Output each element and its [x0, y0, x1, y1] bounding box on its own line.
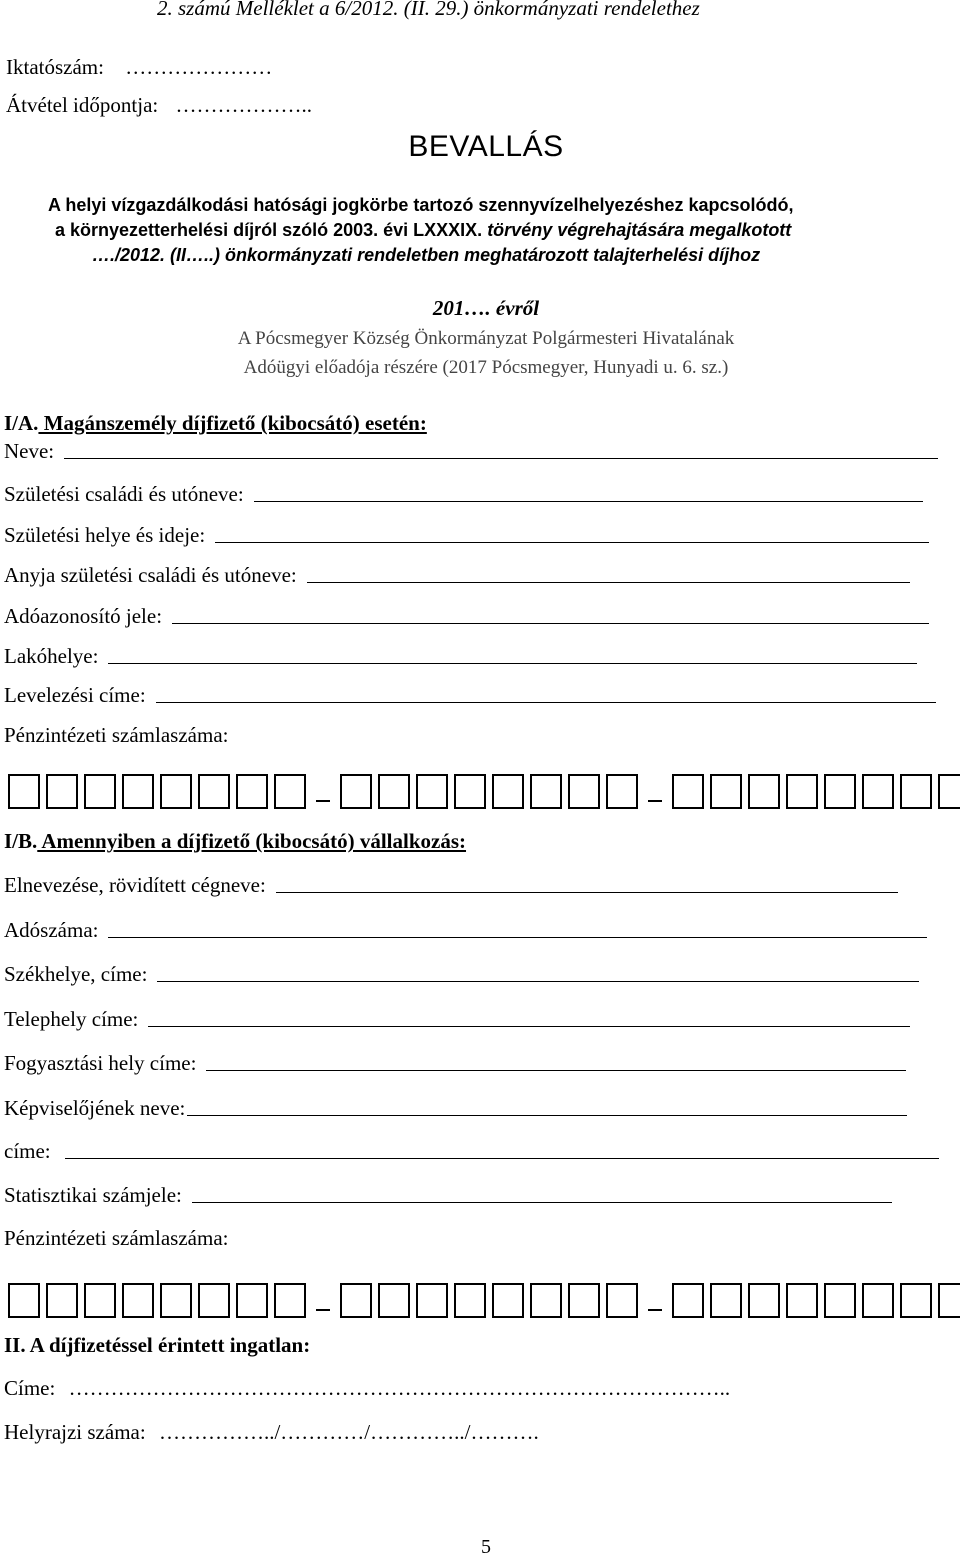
digit-box[interactable]	[824, 1283, 856, 1318]
digit-box[interactable]	[568, 774, 600, 809]
bank-account-boxes-b	[8, 1283, 960, 1318]
digit-box[interactable]	[454, 774, 486, 809]
field-site-address	[4, 1002, 910, 1032]
office-line-2: Adóügyi előadója részére (2017 Pócsmegyer, Hunyadi u. 6. sz.)	[243, 357, 729, 378]
section-ia-heading	[4, 411, 427, 436]
input-line[interactable]	[157, 981, 919, 982]
property-address-dots[interactable]: …………………………………………………………………………………..	[68, 1376, 731, 1400]
field-residence	[4, 639, 917, 669]
field-label: címe:	[4, 1139, 51, 1163]
digit-box[interactable]	[748, 1283, 780, 1318]
digit-box[interactable]	[416, 1283, 448, 1318]
field-label: Elnevezése, rövidített cégneve:	[4, 873, 266, 897]
tax-year: 201…. évről	[432, 296, 540, 320]
digit-box[interactable]	[122, 774, 154, 809]
section-ib-number: I/B.	[4, 829, 38, 853]
field-label: Székhelye, címe:	[4, 962, 148, 986]
field-statistical-number	[4, 1178, 892, 1208]
field-label: Telephely címe:	[4, 1007, 139, 1031]
digit-box[interactable]	[378, 774, 410, 809]
field-tax-number	[4, 913, 927, 943]
field-bank-account-label-b	[4, 1221, 228, 1251]
digit-box[interactable]	[672, 774, 704, 809]
digit-box[interactable]	[786, 1283, 818, 1318]
input-line[interactable]	[215, 542, 929, 543]
lot-number-dots[interactable]: ……………../…………/…………../……….	[158, 1420, 539, 1444]
page-title: BEVALLÁS	[408, 130, 564, 163]
input-line[interactable]	[276, 892, 898, 893]
digit-box[interactable]	[122, 1283, 154, 1318]
section-ia-title: Magánszemély díjfizető (kibocsátó) esetén:	[38, 411, 427, 435]
field-label: Statisztikai számjele:	[4, 1183, 182, 1207]
field-label: Lakóhelye:	[4, 644, 99, 668]
input-line[interactable]	[206, 1070, 906, 1071]
digit-box[interactable]	[8, 1283, 40, 1318]
field-representative-name	[4, 1091, 907, 1121]
digit-box[interactable]	[236, 1283, 268, 1318]
input-line[interactable]	[254, 501, 923, 502]
input-line[interactable]	[307, 582, 910, 583]
subtitle-line-3: …./2012. (II…..) önkormányzati rendeletben meghatározott talajterhelési díjhoz	[92, 245, 761, 265]
office-line-1: A Pócsmegyer Község Önkormányzat Polgármesteri Hivatalának	[237, 328, 735, 349]
separator-dash	[648, 1309, 662, 1311]
digit-box[interactable]	[862, 1283, 894, 1318]
field-mother-name	[4, 558, 910, 588]
input-line[interactable]	[108, 663, 917, 664]
section-ia-number: I/A.	[4, 411, 39, 435]
input-line[interactable]	[65, 1158, 939, 1159]
field-birth-place-date	[4, 518, 929, 548]
input-line[interactable]	[148, 1026, 910, 1027]
field-label: Anyja születési családi és utóneve:	[4, 563, 297, 587]
input-line[interactable]	[64, 458, 938, 459]
annex-reference: 2. számú Melléklet a 6/2012. (II. 29.) önkormányzati rendelethez	[157, 0, 700, 20]
digit-box[interactable]	[938, 774, 960, 809]
section-ib-title: Amennyiben a díjfizető (kibocsátó) vállalkozás:	[37, 829, 467, 853]
digit-box[interactable]	[606, 774, 638, 809]
digit-box[interactable]	[530, 774, 562, 809]
field-label: Születési családi és utóneve:	[4, 482, 244, 506]
field-label: Levelezési címe:	[4, 683, 146, 707]
field-tax-id	[4, 599, 929, 629]
digit-box[interactable]	[340, 774, 372, 809]
lot-number-row	[4, 1420, 539, 1445]
digit-box[interactable]	[606, 1283, 638, 1318]
digit-box[interactable]	[492, 1283, 524, 1318]
digit-box[interactable]	[274, 774, 306, 809]
digit-box[interactable]	[198, 1283, 230, 1318]
field-label: Adóazonosító jele:	[4, 604, 163, 628]
input-line[interactable]	[192, 1202, 892, 1203]
field-label: Pénzintézeti számlaszáma:	[4, 723, 229, 747]
field-representative-address	[4, 1134, 939, 1164]
digit-box[interactable]	[236, 774, 268, 809]
receipt-time-dots[interactable]: ………………..	[175, 93, 312, 117]
field-bank-account-label-a	[4, 718, 228, 748]
digit-box[interactable]	[340, 1283, 372, 1318]
receipt-time-label: Átvétel időpontja:	[6, 93, 159, 117]
digit-box[interactable]	[786, 774, 818, 809]
subtitle-line-2-italic: törvény végrehajtására megalkotott	[487, 220, 792, 240]
input-line[interactable]	[108, 937, 927, 938]
input-line[interactable]	[187, 1115, 907, 1116]
bank-account-boxes-a	[8, 774, 960, 809]
subtitle-line-1: A helyi vízgazdálkodási hatósági jogkörbe tartozó szennyvízelhelyezéshez kapcsolódó,	[48, 195, 794, 215]
field-label: Neve:	[4, 439, 55, 463]
digit-box[interactable]	[46, 774, 78, 809]
input-line[interactable]	[156, 702, 936, 703]
section-ib-heading	[4, 829, 466, 854]
digit-box[interactable]	[672, 1283, 704, 1318]
digit-box[interactable]	[454, 1283, 486, 1318]
digit-box[interactable]	[274, 1283, 306, 1318]
digit-box[interactable]	[748, 774, 780, 809]
field-headquarters	[4, 957, 919, 987]
property-address-label: Címe:	[4, 1376, 56, 1400]
digit-box[interactable]	[198, 774, 230, 809]
digit-box[interactable]	[900, 1283, 932, 1318]
field-label: Képviselőjének neve:	[4, 1096, 186, 1120]
registration-number-label: Iktatószám:	[6, 55, 104, 79]
subtitle-line-2-regular: a környezetterhelési díjról szóló 2003. évi LXXXIX.	[55, 220, 488, 240]
separator-dash	[648, 800, 662, 802]
page-number: 5	[481, 1536, 491, 1558]
input-line[interactable]	[172, 623, 929, 624]
field-label: Fogyasztási hely címe:	[4, 1051, 197, 1075]
digit-box[interactable]	[938, 1283, 960, 1318]
digit-box[interactable]	[378, 1283, 410, 1318]
property-address-row	[4, 1376, 730, 1401]
digit-box[interactable]	[8, 774, 40, 809]
digit-box[interactable]	[710, 1283, 742, 1318]
digit-box[interactable]	[530, 1283, 562, 1318]
field-consumption-address	[4, 1046, 906, 1076]
field-label: Pénzintézeti számlaszáma:	[4, 1226, 229, 1250]
digit-box[interactable]	[46, 1283, 78, 1318]
registration-number-dots[interactable]: …………………	[125, 55, 273, 79]
field-name	[4, 434, 938, 464]
digit-box[interactable]	[710, 774, 742, 809]
digit-box[interactable]	[900, 774, 932, 809]
separator-dash	[316, 1309, 330, 1311]
field-label: Születési helye és ideje:	[4, 523, 206, 547]
field-birth-name	[4, 477, 923, 507]
field-mailing-address	[4, 678, 936, 708]
registration-number-row	[6, 55, 272, 80]
digit-box[interactable]	[84, 1283, 116, 1318]
section-ii-heading: II. A díjfizetéssel érintett ingatlan:	[4, 1333, 311, 1357]
receipt-time-row	[6, 93, 312, 118]
digit-box[interactable]	[84, 774, 116, 809]
field-company-name	[4, 868, 898, 898]
field-label: Adószáma:	[4, 918, 99, 942]
digit-box[interactable]	[862, 774, 894, 809]
digit-box[interactable]	[492, 774, 524, 809]
separator-dash	[316, 800, 330, 802]
lot-number-label: Helyrajzi száma:	[4, 1420, 146, 1444]
digit-box[interactable]	[416, 774, 448, 809]
digit-box[interactable]	[160, 774, 192, 809]
digit-box[interactable]	[160, 1283, 192, 1318]
digit-box[interactable]	[568, 1283, 600, 1318]
subtitle-line-2	[55, 220, 791, 241]
digit-box[interactable]	[824, 774, 856, 809]
